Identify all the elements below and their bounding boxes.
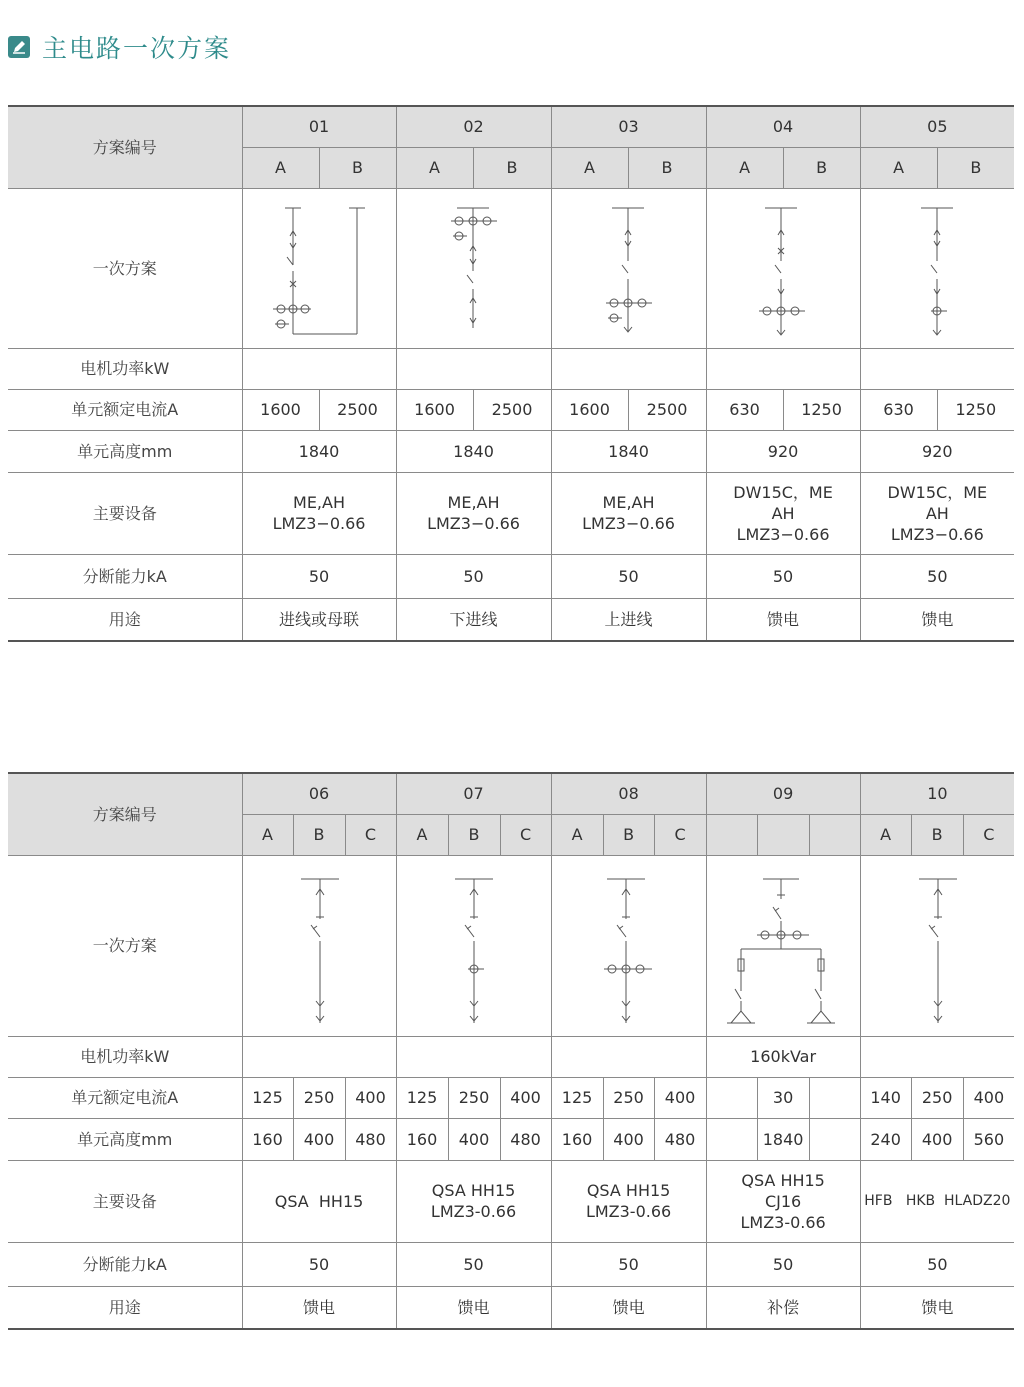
scheme-no: 02 <box>396 106 551 147</box>
feeder-diagram-07 <box>397 861 552 1031</box>
equipment: ME,AH LMZ3−0.66 <box>242 472 396 554</box>
motor-power-value <box>551 1036 706 1077</box>
motor-power-value <box>242 1036 396 1077</box>
breaking-capacity: 50 <box>551 554 706 598</box>
scheme-no: 06 <box>242 773 396 814</box>
rated-current <box>809 1077 860 1118</box>
rated-current-label: 单元额定电流A <box>8 389 242 430</box>
motor-power-value: 160kVar <box>706 1036 860 1077</box>
page-title: 主电路一次方案 <box>42 34 232 63</box>
breaking-capacity: 50 <box>706 554 860 598</box>
unit-height <box>809 1118 860 1160</box>
sub-scheme: C <box>345 814 396 855</box>
rated-current: 1250 <box>783 389 860 430</box>
unit-height <box>706 1118 757 1160</box>
sub-scheme: B <box>783 147 860 188</box>
feeder-diagram-04 <box>707 193 862 343</box>
motor-power-value <box>860 348 1014 389</box>
sub-scheme: B <box>937 147 1014 188</box>
incoming-bus-coupler-diagram <box>243 193 397 343</box>
breaking-capacity: 50 <box>242 1242 396 1286</box>
rated-current: 2500 <box>319 389 396 430</box>
rated-current: 400 <box>345 1077 396 1118</box>
equipment: HFB HKB HLADZ20 <box>860 1160 1014 1242</box>
circuit-diagram-07 <box>396 855 551 1036</box>
edit-icon <box>8 36 30 58</box>
equipment: QSA HH15 LMZ3-0.66 <box>551 1160 706 1242</box>
section-title <box>8 30 231 64</box>
motor-power-label: 电机功率kW <box>8 1036 242 1077</box>
equipment-label: 主要设备 <box>8 1160 242 1242</box>
unit-height: 1840 <box>242 430 396 472</box>
rated-current: 2500 <box>628 389 706 430</box>
circuit-diagram-05 <box>860 188 1014 348</box>
rated-current: 125 <box>396 1077 448 1118</box>
breaking-capacity-label: 分断能力kA <box>8 1242 242 1286</box>
usage: 进线或母联 <box>242 598 396 641</box>
usage: 馈电 <box>706 598 860 641</box>
scheme-no: 09 <box>706 773 860 814</box>
usage: 馈电 <box>396 1286 551 1329</box>
rated-current: 2500 <box>473 389 551 430</box>
feeder-diagram-05 <box>861 193 1015 343</box>
usage: 馈电 <box>551 1286 706 1329</box>
rated-current: 140 <box>860 1077 911 1118</box>
unit-height: 240 <box>860 1118 911 1160</box>
rated-current: 1600 <box>396 389 473 430</box>
circuit-diagram-03 <box>551 188 706 348</box>
usage: 下进线 <box>396 598 551 641</box>
usage: 上进线 <box>551 598 706 641</box>
scheme-no-label: 方案编号 <box>8 106 242 188</box>
unit-height: 1840 <box>551 430 706 472</box>
sub-scheme: B <box>293 814 345 855</box>
breaking-capacity: 50 <box>860 554 1014 598</box>
circuit-diagram-08 <box>551 855 706 1036</box>
equipment: ME,AH LMZ3−0.66 <box>396 472 551 554</box>
circuit-diagram-09 <box>706 855 860 1036</box>
unit-height: 160 <box>396 1118 448 1160</box>
unit-height: 160 <box>242 1118 293 1160</box>
scheme-no-label: 方案编号 <box>8 773 242 855</box>
equipment-label: 主要设备 <box>8 472 242 554</box>
breaking-capacity: 50 <box>396 1242 551 1286</box>
unit-height-label: 单元高度mm <box>8 430 242 472</box>
unit-height: 920 <box>706 430 860 472</box>
scheme-no: 03 <box>551 106 706 147</box>
feeder-diagram-06 <box>243 861 397 1031</box>
circuit-diagram-02 <box>396 188 551 348</box>
lower-incoming-diagram <box>397 193 552 343</box>
motor-power-value <box>242 348 396 389</box>
unit-height: 1840 <box>396 430 551 472</box>
circuit-diagram-04 <box>706 188 860 348</box>
rated-current: 400 <box>963 1077 1014 1118</box>
sub-scheme: A <box>396 147 473 188</box>
rated-current: 400 <box>654 1077 706 1118</box>
motor-power-value <box>706 348 860 389</box>
rated-current-label: 单元额定电流A <box>8 1077 242 1118</box>
unit-height: 400 <box>293 1118 345 1160</box>
scheme-no: 01 <box>242 106 396 147</box>
sub-scheme: B <box>473 147 551 188</box>
scheme-no: 10 <box>860 773 1014 814</box>
rated-current: 250 <box>603 1077 654 1118</box>
motor-power-value <box>396 1036 551 1077</box>
circuit-diagram-10 <box>860 855 1014 1036</box>
equipment: DW15C，ME AH LMZ3−0.66 <box>706 472 860 554</box>
feeder-diagram-08 <box>552 861 707 1031</box>
unit-height: 400 <box>448 1118 500 1160</box>
rated-current: 630 <box>706 389 783 430</box>
usage: 馈电 <box>242 1286 396 1329</box>
circuit-diagram-06 <box>242 855 396 1036</box>
rated-current <box>706 1077 757 1118</box>
sub-scheme: A <box>396 814 448 855</box>
equipment: QSA HH15 <box>242 1160 396 1242</box>
rated-current: 1600 <box>551 389 628 430</box>
usage-label: 用途 <box>8 1286 242 1329</box>
rated-current: 250 <box>448 1077 500 1118</box>
motor-power-value <box>551 348 706 389</box>
sub-scheme: A <box>551 147 628 188</box>
motor-power-label: 电机功率kW <box>8 348 242 389</box>
scheme-no: 04 <box>706 106 860 147</box>
unit-height: 400 <box>603 1118 654 1160</box>
sub-scheme: A <box>242 814 293 855</box>
scheme-table-2 <box>8 772 1014 1330</box>
unit-height: 160 <box>551 1118 603 1160</box>
sub-scheme <box>757 814 809 855</box>
motor-power-value <box>396 348 551 389</box>
rated-current: 1600 <box>242 389 319 430</box>
sub-scheme: B <box>448 814 500 855</box>
unit-height: 920 <box>860 430 1014 472</box>
sub-scheme <box>706 814 757 855</box>
rated-current: 400 <box>500 1077 551 1118</box>
rated-current: 630 <box>860 389 937 430</box>
sub-scheme: C <box>500 814 551 855</box>
equipment: QSA HH15 CJ16 LMZ3-0.66 <box>706 1160 860 1242</box>
unit-height: 560 <box>963 1118 1014 1160</box>
upper-incoming-diagram <box>552 193 707 343</box>
sub-scheme: A <box>242 147 319 188</box>
unit-height: 1840 <box>757 1118 809 1160</box>
primary-scheme-label: 一次方案 <box>8 188 242 348</box>
scheme-table-1 <box>8 105 1014 642</box>
sub-scheme: A <box>551 814 603 855</box>
sub-scheme <box>809 814 860 855</box>
breaking-capacity: 50 <box>396 554 551 598</box>
rated-current: 250 <box>911 1077 963 1118</box>
breaking-capacity-label: 分断能力kA <box>8 554 242 598</box>
sub-scheme: A <box>860 147 937 188</box>
unit-height: 480 <box>654 1118 706 1160</box>
scheme-no: 05 <box>860 106 1014 147</box>
circuit-diagram-01 <box>242 188 396 348</box>
usage: 馈电 <box>860 598 1014 641</box>
capacitor-compensation-diagram <box>707 861 862 1031</box>
equipment: ME,AH LMZ3−0.66 <box>551 472 706 554</box>
feeder-diagram-10 <box>861 861 1015 1031</box>
sub-scheme: C <box>963 814 1014 855</box>
sub-scheme: C <box>654 814 706 855</box>
breaking-capacity: 50 <box>860 1242 1014 1286</box>
equipment: DW15C，ME AH LMZ3−0.66 <box>860 472 1014 554</box>
breaking-capacity: 50 <box>242 554 396 598</box>
sub-scheme: A <box>860 814 911 855</box>
sub-scheme: B <box>603 814 654 855</box>
usage: 补偿 <box>706 1286 860 1329</box>
sub-scheme: B <box>319 147 396 188</box>
unit-height: 480 <box>500 1118 551 1160</box>
equipment: QSA HH15 LMZ3-0.66 <box>396 1160 551 1242</box>
unit-height-label: 单元高度mm <box>8 1118 242 1160</box>
rated-current: 125 <box>551 1077 603 1118</box>
breaking-capacity: 50 <box>551 1242 706 1286</box>
scheme-no: 08 <box>551 773 706 814</box>
unit-height: 400 <box>911 1118 963 1160</box>
rated-current: 1250 <box>937 389 1014 430</box>
rated-current: 125 <box>242 1077 293 1118</box>
sub-scheme: A <box>706 147 783 188</box>
scheme-no: 07 <box>396 773 551 814</box>
rated-current: 250 <box>293 1077 345 1118</box>
rated-current: 30 <box>757 1077 809 1118</box>
usage-label: 用途 <box>8 598 242 641</box>
motor-power-value <box>860 1036 1014 1077</box>
sub-scheme: B <box>911 814 963 855</box>
breaking-capacity: 50 <box>706 1242 860 1286</box>
usage: 馈电 <box>860 1286 1014 1329</box>
primary-scheme-label: 一次方案 <box>8 855 242 1036</box>
sub-scheme: B <box>628 147 706 188</box>
unit-height: 480 <box>345 1118 396 1160</box>
